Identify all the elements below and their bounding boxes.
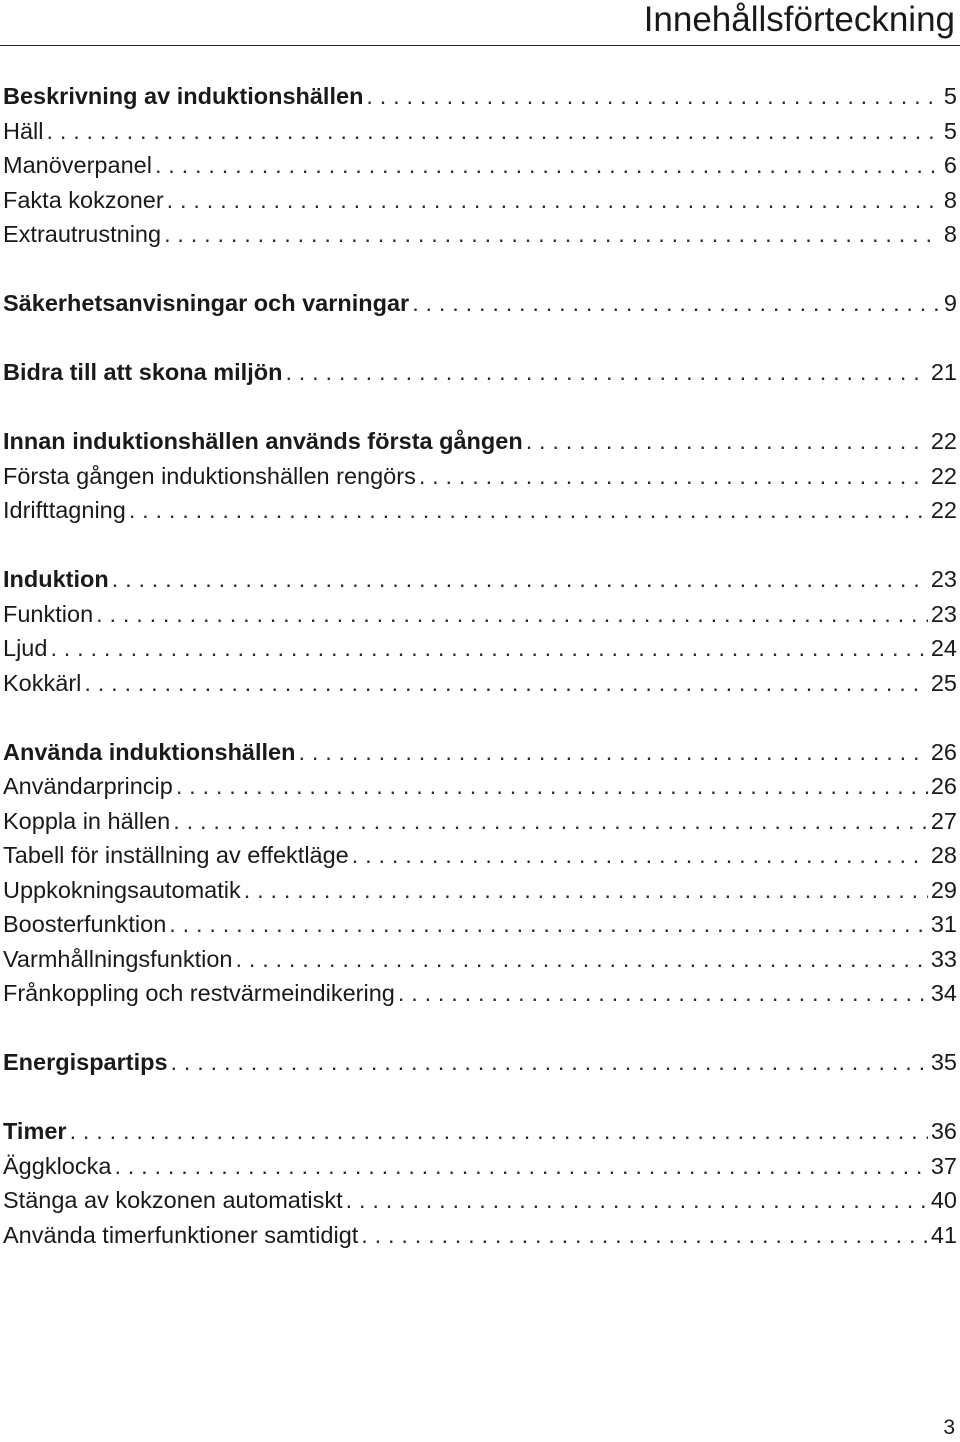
dot-leader — [96, 597, 928, 632]
toc-heading-entry — [3, 286, 957, 321]
page-number: 3 — [943, 1416, 955, 1439]
dot-leader — [235, 942, 927, 977]
toc-entry-label: Första gången induktionshällen rengörs — [3, 462, 416, 489]
dot-leader — [70, 1114, 928, 1149]
dot-leader — [176, 769, 928, 804]
toc-entry-label: Använda induktionshällen — [3, 738, 296, 765]
toc-entry-label: Kokkärl — [3, 669, 82, 696]
toc-entry — [3, 873, 957, 908]
toc-entry-page-number: 23 — [930, 566, 957, 592]
toc-entry-page-number: 9 — [943, 290, 957, 316]
toc-entry-label: Användarprincip — [3, 773, 173, 799]
toc-section — [3, 1114, 957, 1252]
dot-leader — [285, 355, 927, 390]
toc-heading-entry — [3, 355, 957, 390]
toc-entry-label: Frånkoppling och restvärmeindikering — [3, 980, 395, 1006]
toc-entry-label: Uppkokningsautomatik — [3, 876, 241, 903]
toc-entry-label: Manöverpanel — [3, 152, 152, 178]
toc-entry — [3, 114, 957, 149]
toc-entry-page-number: 33 — [930, 945, 957, 972]
toc-entry — [3, 804, 957, 839]
toc-entry-page-number: 8 — [943, 221, 957, 247]
toc-entry-page-number: 24 — [930, 635, 957, 661]
dot-leader — [171, 1045, 928, 1080]
toc-section — [3, 355, 957, 390]
toc-entry — [3, 838, 957, 873]
toc-heading-entry — [3, 1045, 957, 1080]
toc-section — [3, 735, 957, 1011]
dot-leader — [352, 838, 928, 873]
toc-entry-label: Häll — [3, 117, 44, 144]
toc-entry — [3, 1218, 957, 1253]
toc-entry-label: Använda timerfunktioner samtidigt — [3, 1221, 359, 1248]
dot-leader — [46, 114, 940, 149]
dot-leader — [164, 217, 941, 252]
toc-entry — [3, 907, 957, 942]
toc-section — [3, 79, 957, 252]
dot-leader — [412, 286, 941, 321]
toc-entry — [3, 976, 957, 1011]
toc-entry-label: Induktion — [3, 566, 109, 592]
dot-leader — [155, 148, 941, 183]
toc-entry-label: Bidra till att skona miljön — [3, 359, 283, 385]
toc-entry-label: Fakta kokzoner — [3, 186, 164, 213]
dot-leader — [167, 183, 941, 218]
toc-entry-label: Varmhållningsfunktion — [3, 945, 233, 972]
dot-leader — [84, 666, 927, 701]
dot-leader — [50, 631, 927, 666]
dot-leader — [526, 424, 928, 459]
dot-leader — [129, 493, 928, 528]
toc-entry-page-number: 34 — [930, 980, 957, 1006]
dot-leader — [361, 1218, 928, 1253]
toc-entry-page-number: 25 — [930, 669, 957, 696]
toc-entry-page-number: 23 — [930, 600, 957, 627]
toc-heading-entry — [3, 1114, 957, 1149]
toc-entry-page-number: 31 — [930, 911, 957, 937]
toc-entry — [3, 631, 957, 666]
dot-leader — [169, 907, 928, 942]
toc-entry-page-number: 8 — [943, 186, 957, 213]
toc-entry — [3, 183, 957, 218]
dot-leader — [419, 459, 928, 494]
toc-entry-page-number: 40 — [930, 1187, 957, 1213]
toc-entry-page-number: 26 — [930, 738, 957, 765]
toc-entry-page-number: 37 — [930, 1152, 957, 1179]
toc-entry-label: Energispartips — [3, 1049, 168, 1075]
toc-entry-label: Ljud — [3, 635, 48, 661]
toc-section — [3, 424, 957, 528]
toc-entry-page-number: 22 — [930, 497, 957, 523]
toc-entry-label: Tabell för inställning av effektläge — [3, 842, 349, 868]
toc-entry-label: Funktion — [3, 600, 94, 627]
toc-entry — [3, 666, 957, 701]
toc-entry — [3, 217, 957, 252]
toc-entry-label: Beskrivning av induktionshällen — [3, 83, 364, 109]
toc-section — [3, 286, 957, 321]
dot-leader — [114, 1149, 927, 1184]
dot-leader — [398, 976, 928, 1011]
toc-entry — [3, 493, 957, 528]
toc-entry — [3, 942, 957, 977]
toc-entry — [3, 597, 957, 632]
dot-leader — [298, 735, 927, 770]
title-divider — [0, 45, 960, 46]
toc-entry-label: Boosterfunktion — [3, 911, 167, 937]
toc-heading-entry — [3, 735, 957, 770]
toc-entry-label: Timer — [3, 1118, 67, 1144]
toc-entry-label: Koppla in hällen — [3, 807, 171, 834]
toc-entry-label: Idrifttagning — [3, 497, 126, 523]
table-of-contents — [3, 79, 957, 1287]
toc-entry-page-number: 5 — [943, 117, 957, 144]
dot-leader — [112, 562, 928, 597]
toc-entry-page-number: 35 — [930, 1049, 957, 1075]
dot-leader — [346, 1183, 928, 1218]
toc-heading-entry — [3, 562, 957, 597]
toc-entry — [3, 148, 957, 183]
toc-entry-page-number: 5 — [943, 83, 957, 109]
toc-entry-label: Extrautrustning — [3, 221, 162, 247]
toc-entry-page-number: 29 — [930, 876, 957, 903]
page-title: Innehållsförteckning — [643, 0, 955, 39]
toc-entry-page-number: 21 — [930, 359, 957, 385]
toc-entry-label: Äggklocka — [3, 1152, 112, 1179]
toc-entry-label: Stänga av kokzonen automatiskt — [3, 1187, 343, 1213]
toc-heading-entry — [3, 424, 957, 459]
toc-heading-entry — [3, 79, 957, 114]
toc-entry-page-number: 6 — [943, 152, 957, 178]
dot-leader — [244, 873, 928, 908]
toc-entry-page-number: 41 — [930, 1221, 957, 1248]
toc-entry-page-number: 26 — [930, 773, 957, 799]
toc-entry-page-number: 22 — [930, 462, 957, 489]
toc-entry-page-number: 36 — [930, 1118, 957, 1144]
toc-entry — [3, 459, 957, 494]
toc-entry-label: Säkerhetsanvisningar och varningar — [3, 290, 410, 316]
toc-entry-page-number: 22 — [930, 428, 957, 454]
toc-entry-page-number: 27 — [930, 807, 957, 834]
toc-section — [3, 562, 957, 700]
dot-leader — [366, 79, 941, 114]
toc-entry-page-number: 28 — [930, 842, 957, 868]
toc-entry — [3, 1149, 957, 1184]
toc-entry — [3, 1183, 957, 1218]
toc-entry-label: Innan induktionshällen används första gången — [3, 428, 523, 454]
toc-entry — [3, 769, 957, 804]
toc-section — [3, 1045, 957, 1080]
dot-leader — [173, 804, 928, 839]
